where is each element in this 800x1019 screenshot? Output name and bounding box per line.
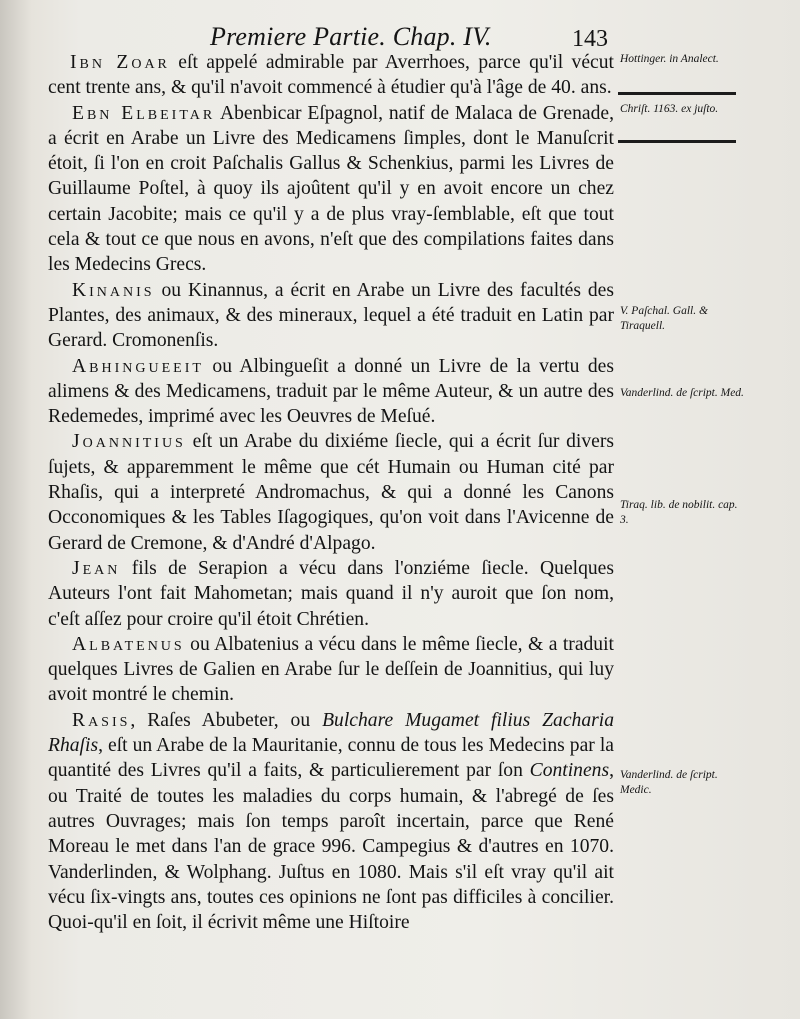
entry-name: Ebn Elbeitar (72, 102, 216, 124)
entry-name: Jean (72, 557, 121, 579)
margin-note: Hottinger. in Analect. (620, 53, 719, 65)
entry-text: fils de Serapion a vécu dans l'onziéme ſiecle. Quelques Auteurs l'ont fait Mahometan; mais quand il n'y auroit que ſon nom, c'eſt aſſez pour croire qu'il étoit Chrétien. (48, 557, 614, 630)
entry-name: Kinanis (72, 279, 155, 301)
entry-text: , Raſes Abubeter, ou (130, 709, 323, 731)
margin-note: Chriſt. 1163. ex juſto. (620, 103, 719, 115)
entry-name: Ibn Zoar (70, 52, 170, 73)
page-header (0, 18, 800, 54)
entry-name: Albatenus (72, 633, 185, 655)
entry-text: eſt un Arabe du dixiéme ſiecle, qui a écrit ſur divers ſujets, & apparemment le même que cét Humain ou Human cité par Rhaſis, qui a interpreté Andromachus, & qui a donné les Canons Occonomiques & les Tables Iſagogiques, qu'on voit dans l'Avicenne de Gerard de Cremone, & d'André d'Alpago. (48, 431, 614, 554)
page-number: 143 (572, 26, 608, 52)
entry-text: , eſt un Arabe de la Mauritanie, connu de tous les Medecins par la quantité des Livres qu'il a faits, & particulierement par ſon (48, 735, 614, 782)
entry-italic-title: Continens (529, 760, 610, 782)
entry-text: Abenbicar Eſpagnol, natif de Malaca de Grenade, a écrit en Arabe un Livre des Medicamens ſimples, dont le Manuſcrit étoit, ſi l'on en croit Paſchalis Gallus & Schenkius, parmi les Livres de Guillaume Poſtel, à quoy ils ajoûtent qu'il y en avoit encore un chez certain Jacobite; mais ce qu'il y a de plus vray-ſemblable, eſt que tout cela & tout ce que nous en avons, n'eſt que des compilations faites dans les Medecins Grecs. (48, 102, 614, 276)
entry-text: ou Kinannus, a écrit en Arabe un Livre des facultés des Plantes, des animaux, & des mineraux, lequel a été traduit en Latin par Gerard. Cromonenſis. (48, 279, 614, 352)
entry-albatenus (48, 632, 614, 708)
margin-rule (618, 92, 736, 95)
entry-italic-name: Bulchare Mugamet filius Zacharia Rhaſis (48, 709, 614, 757)
entry-text: , ou Traité de toutes les maladies du corps humain, & l'abregé de ſes autres Ouvrages; mais ſon temps paroît incertain, parce que René Moreau le met dans l'an de grace 996. Campegius & d'autres en 1070. Vanderlinden, & Wolphang. Juſtus en 1080. Mais s'il eſt vray qu'il ait vécu ſix-vingts ans, toutes ces opinions ne ſont pas difficiles à concilier. Quoi-qu'il en ſoit, il écrivit même une Hiſtoire (48, 760, 614, 934)
margin-note: Vanderlind. de ſcript. Medic. (620, 769, 718, 796)
entry-text: ou Albatenius a vécu dans le même ſiecle, & a traduit quelques Livres de Galien en Arabe ſur le deſſein de Joannitius, qui luy avoit montré le chemin. (48, 633, 614, 706)
entry-ebn-elbeitar (48, 101, 614, 278)
entry-name: Rasis (72, 709, 131, 731)
entry-name: Joannitius (72, 431, 186, 453)
margin-rule (618, 140, 736, 143)
entry-kinanis (48, 278, 614, 354)
entry-rasis (48, 708, 614, 936)
margin-note: Vanderlind. de ſcript. Med. (620, 387, 744, 399)
margin-note: Tiraq. lib. de nobilit. cap. 3. (620, 499, 738, 526)
entry-text: ou Albingueſit a donné un Livre de la vertu des alimens & des Medicamens, traduit par le même Auteur, & un autre des Redemedes, imprimé avec les Oeuvres de Meſué. (48, 355, 614, 428)
entry-abhingueeit (48, 354, 614, 430)
entry-ibn-zoar (48, 50, 614, 101)
entry-joannitius (48, 429, 614, 555)
main-text (48, 50, 614, 935)
entry-name: Abhingueeit (72, 355, 204, 377)
running-head: Premiere Partie. Chap. IV. (210, 22, 492, 51)
entry-jean (48, 556, 614, 632)
margin-note: V. Paſchal. Gall. & Tiraquell. (620, 305, 708, 332)
entry-text: eſt appelé admirable par Averrhoes, parce qu'il vécut cent trente ans, & qu'il n'avoit commencé à étudier qu'à l'âge de 40. ans. (48, 52, 614, 99)
